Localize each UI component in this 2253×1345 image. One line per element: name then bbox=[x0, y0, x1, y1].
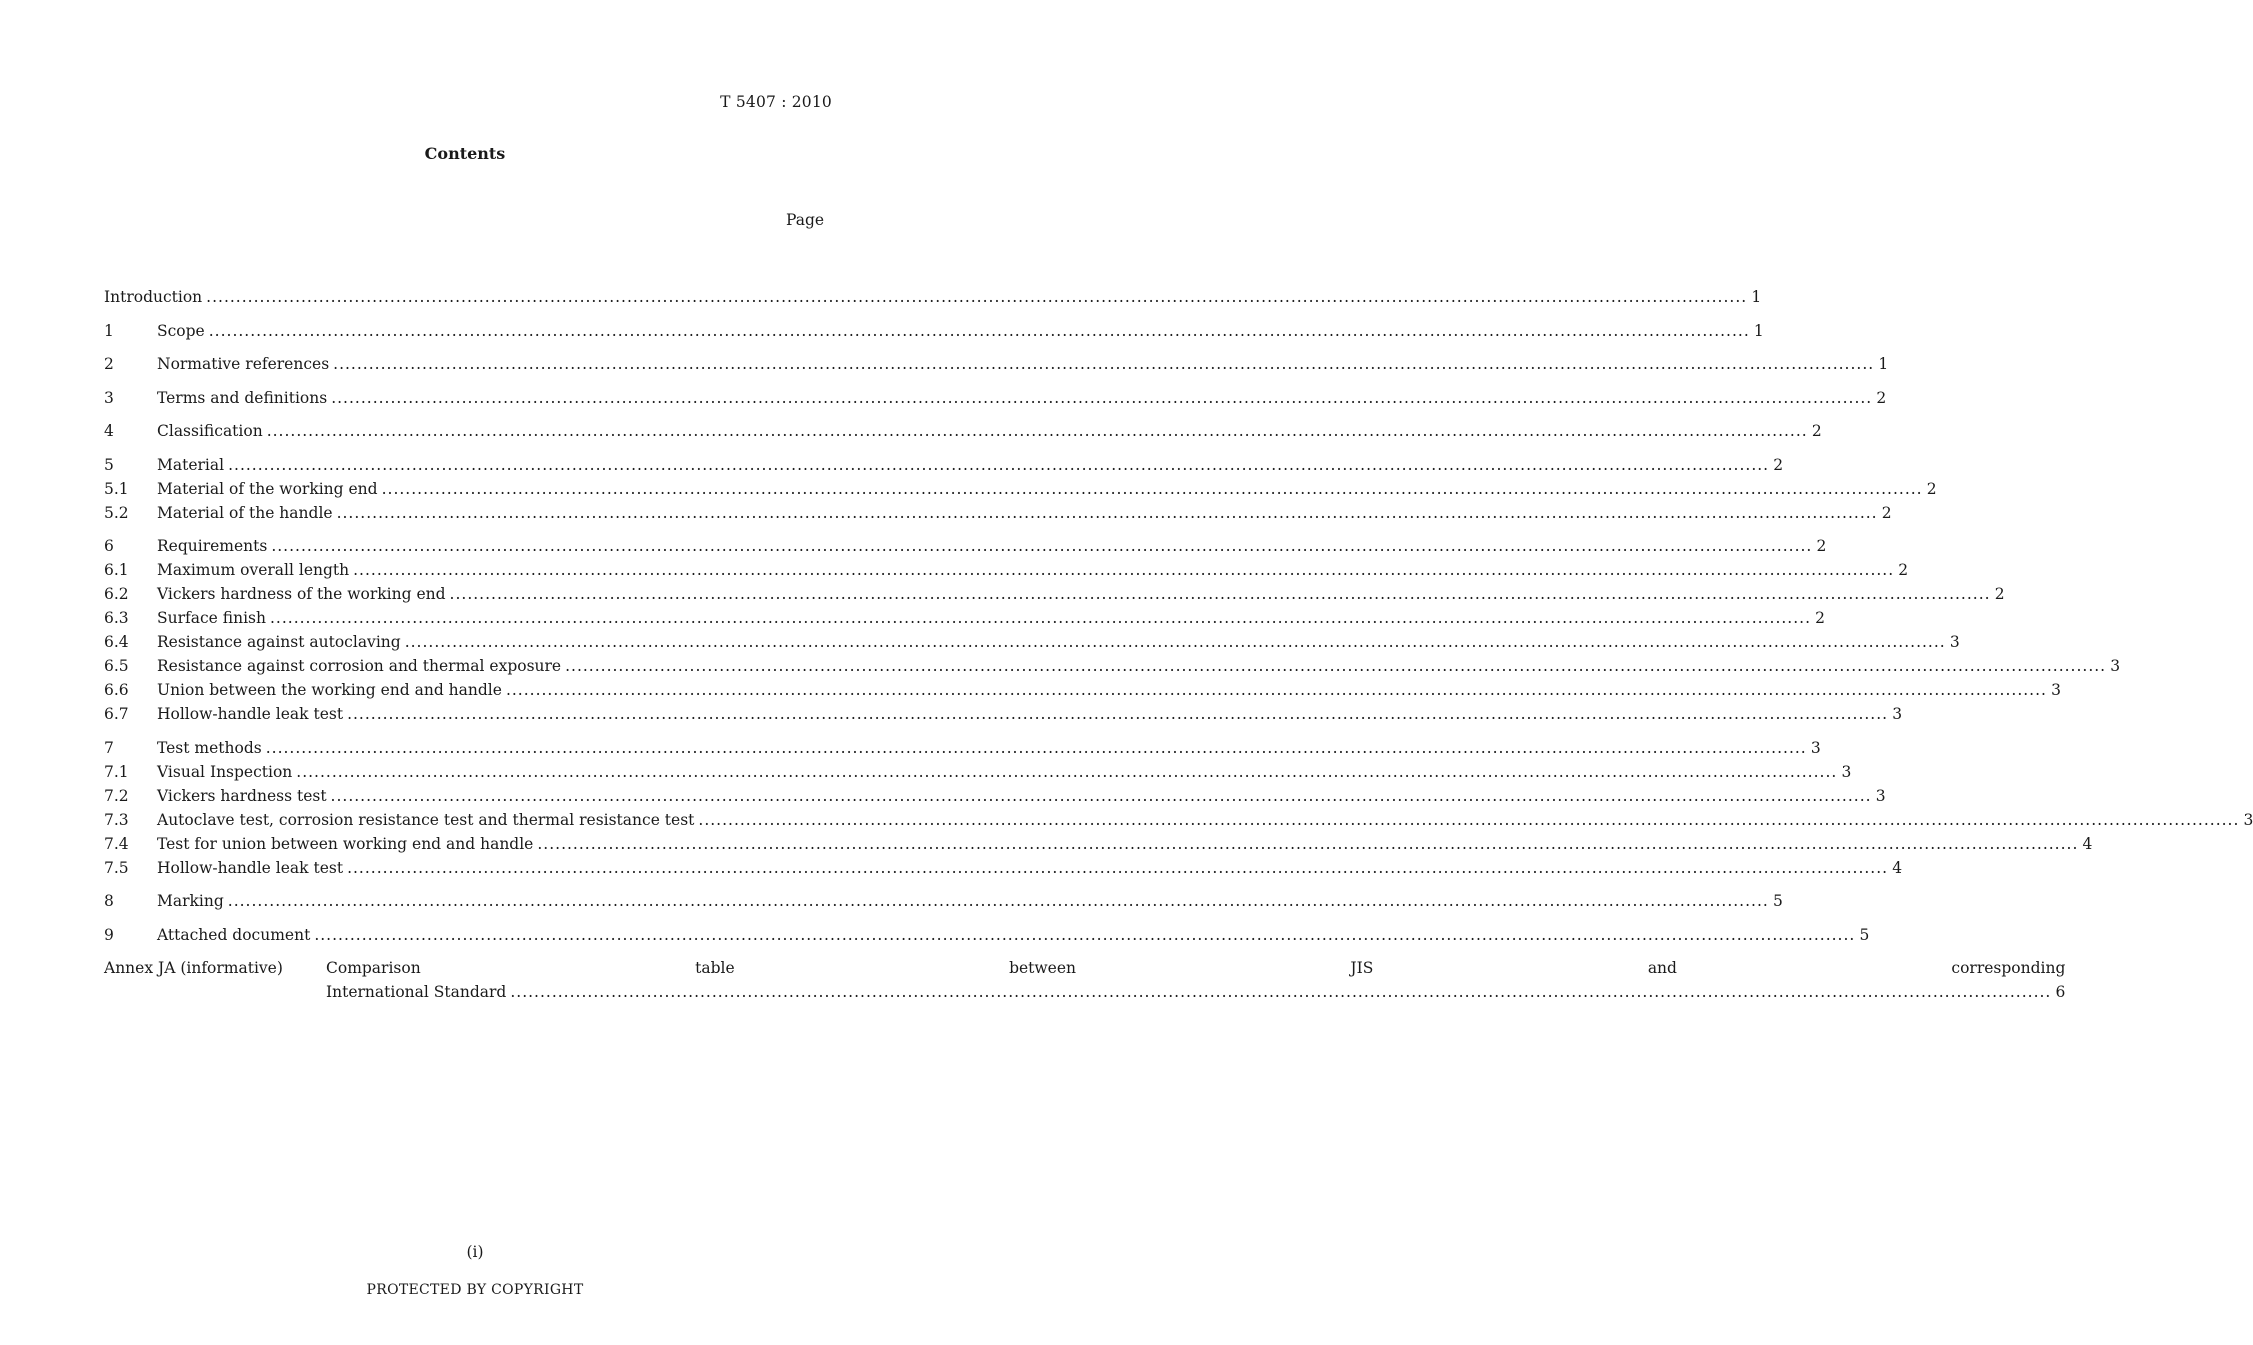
toc-entry-title: Autoclave test, corrosion resistance test and thermal resistance test bbox=[157, 810, 695, 829]
toc-entry[interactable] bbox=[104, 923, 1870, 947]
annex-title-word: between bbox=[1009, 959, 1076, 977]
dot-leader bbox=[353, 558, 1894, 582]
dot-leader bbox=[314, 923, 1855, 947]
toc-entry-page: 3 bbox=[1810, 738, 1821, 757]
annex-title-word: JIS bbox=[1350, 959, 1374, 977]
toc-entry-number: 7.4 bbox=[104, 834, 129, 853]
toc-entry-number: 1 bbox=[104, 321, 114, 340]
toc-entry-title: Requirements bbox=[157, 537, 268, 555]
toc-entry-number: 2 bbox=[104, 355, 114, 373]
toc-entry-title: Maximum overall length bbox=[157, 561, 350, 579]
page-column-heading: Page bbox=[786, 211, 825, 229]
toc-entry-page: 2 bbox=[1898, 561, 1909, 579]
dot-leader bbox=[698, 808, 2239, 832]
toc-entry-page: 1 bbox=[1753, 321, 1764, 340]
toc-entry-number: 7 bbox=[104, 738, 114, 757]
toc-entry-number: 6.5 bbox=[104, 657, 129, 675]
toc-entry-number: 6.1 bbox=[104, 561, 129, 579]
dot-leader bbox=[382, 477, 1923, 501]
toc-group bbox=[104, 889, 1783, 913]
copyright-notice: PROTECTED BY COPYRIGHT bbox=[366, 1282, 584, 1298]
toc-entry-page: 2 bbox=[1773, 455, 1784, 474]
toc-entry-title: Resistance against autoclaving bbox=[157, 633, 401, 651]
dot-leader bbox=[331, 386, 1872, 410]
annex-title-line2-text: International Standard bbox=[326, 983, 507, 1001]
toc-entry-number: 9 bbox=[104, 925, 114, 944]
toc-entry[interactable] bbox=[104, 558, 1909, 582]
toc-entry[interactable] bbox=[104, 582, 2005, 606]
toc-entry-title: Hollow-handle leak test bbox=[157, 858, 344, 877]
annex-title-line2 bbox=[326, 980, 2065, 1004]
toc-entry-number: 7.5 bbox=[104, 858, 129, 877]
toc-group bbox=[104, 285, 1762, 309]
annex-title-word: corresponding bbox=[1951, 959, 2066, 977]
toc-entry-number: 4 bbox=[104, 422, 114, 440]
toc-entry-number: 6.3 bbox=[104, 609, 129, 627]
toc-entry-page: 2 bbox=[1816, 537, 1827, 555]
toc-group bbox=[104, 386, 1887, 410]
dot-leader bbox=[510, 980, 2051, 1004]
dot-leader bbox=[537, 832, 2078, 856]
toc-entry-title: Surface finish bbox=[157, 609, 266, 627]
dot-leader bbox=[228, 889, 1769, 913]
toc-entry-page: 4 bbox=[2082, 834, 2093, 853]
table-of-contents bbox=[104, 285, 2253, 1004]
toc-group bbox=[104, 352, 1889, 376]
toc-entry-number: 6.6 bbox=[104, 681, 129, 699]
toc-entry-title: Union between the working end and handle bbox=[157, 681, 502, 699]
toc-entry-page: 3 bbox=[1841, 762, 1852, 781]
toc-group bbox=[104, 923, 1870, 947]
dot-leader bbox=[267, 419, 1808, 443]
toc-entry[interactable] bbox=[104, 889, 1783, 913]
toc-entry-title: Test methods bbox=[157, 738, 262, 757]
toc-entry-title: Attached document bbox=[157, 925, 311, 944]
toc-entry-title: Hollow-handle leak test bbox=[157, 705, 344, 723]
annex-title bbox=[326, 956, 2065, 1004]
toc-entry-number: 6 bbox=[104, 537, 114, 555]
dot-leader bbox=[331, 784, 1872, 808]
toc-entry[interactable] bbox=[104, 654, 2121, 678]
toc-entry-number: 7.3 bbox=[104, 810, 129, 829]
toc-entry-number: 3 bbox=[104, 388, 114, 407]
toc-entry[interactable] bbox=[104, 352, 1889, 376]
toc-entry-title: Material of the working end bbox=[157, 479, 378, 498]
dot-leader bbox=[506, 678, 2047, 702]
page-number: (i) bbox=[466, 1243, 484, 1261]
toc-group bbox=[104, 736, 2253, 880]
toc-entry-title: Scope bbox=[157, 321, 205, 340]
dot-leader bbox=[565, 654, 2106, 678]
toc-entry[interactable] bbox=[104, 606, 1826, 630]
toc-entry-page: 2 bbox=[1815, 609, 1826, 627]
toc-entry-number: 5.1 bbox=[104, 479, 129, 498]
toc-entry[interactable] bbox=[104, 386, 1887, 410]
toc-group bbox=[104, 319, 1764, 343]
dot-leader bbox=[333, 352, 1874, 376]
toc-entry[interactable] bbox=[104, 319, 1764, 343]
toc-entry-page: 3 bbox=[1892, 705, 1903, 723]
toc-entry-title: Material bbox=[157, 455, 225, 474]
toc-entry[interactable] bbox=[104, 477, 1937, 501]
toc-entry[interactable] bbox=[104, 702, 1903, 726]
toc-entry[interactable] bbox=[104, 784, 1886, 808]
annex-title-word: and bbox=[1647, 959, 1677, 977]
dot-leader bbox=[450, 582, 1991, 606]
dot-leader bbox=[270, 606, 1811, 630]
toc-entry-title: Terms and definitions bbox=[157, 388, 328, 407]
annex-title-line1 bbox=[326, 956, 2065, 980]
dot-leader bbox=[209, 319, 1750, 343]
toc-entry-number: 5.2 bbox=[104, 503, 129, 522]
toc-entry-title: Introduction bbox=[104, 288, 203, 306]
toc-entry-number: 6.7 bbox=[104, 705, 129, 723]
toc-entry-number: 6.2 bbox=[104, 585, 129, 603]
annex-title-word: table bbox=[695, 959, 735, 977]
toc-groups bbox=[104, 285, 2253, 947]
toc-group bbox=[104, 453, 1937, 525]
toc-entry-page: 3 bbox=[1949, 633, 1960, 651]
dot-leader bbox=[405, 630, 1946, 654]
toc-entry-page: 3 bbox=[1875, 786, 1886, 805]
toc-entry-number: 6.4 bbox=[104, 633, 129, 651]
toc-entry[interactable] bbox=[104, 856, 1903, 880]
toc-entry-page: 1 bbox=[1878, 355, 1889, 373]
toc-entry-number: 8 bbox=[104, 892, 114, 910]
dot-leader bbox=[347, 702, 1888, 726]
annex-title-word: Comparison bbox=[326, 959, 421, 977]
toc-entry-page: 2 bbox=[1994, 585, 2005, 603]
toc-entry[interactable] bbox=[104, 501, 1892, 525]
dot-leader bbox=[347, 856, 1888, 880]
dot-leader bbox=[266, 736, 1807, 760]
toc-entry[interactable] bbox=[104, 630, 1960, 654]
annex-label: Annex JA (informative) bbox=[104, 959, 283, 977]
toc-entry-page: 2 bbox=[1876, 388, 1887, 407]
dot-leader bbox=[337, 501, 1878, 525]
toc-entry-page: 3 bbox=[2110, 657, 2121, 675]
dot-leader bbox=[228, 453, 1769, 477]
toc-entry-number: 5 bbox=[104, 455, 114, 474]
toc-entry-title: Visual Inspection bbox=[157, 762, 293, 781]
toc-entry[interactable] bbox=[104, 678, 2061, 702]
toc-entry-page: 5 bbox=[1859, 925, 1870, 944]
toc-entry-title: Vickers hardness of the working end bbox=[157, 585, 446, 603]
toc-entry-title: Vickers hardness test bbox=[157, 786, 327, 805]
toc-entry[interactable] bbox=[104, 832, 2093, 856]
dot-leader bbox=[206, 285, 1747, 309]
toc-group bbox=[104, 419, 1822, 443]
toc-entry-page: 1 bbox=[1751, 288, 1762, 306]
toc-entry[interactable] bbox=[104, 760, 1852, 784]
standard-code: T 5407 : 2010 bbox=[720, 93, 832, 111]
toc-entry[interactable] bbox=[104, 453, 1784, 477]
toc-entry-title: Resistance against corrosion and thermal exposure bbox=[157, 657, 562, 675]
toc-entry-page: 3 bbox=[2243, 810, 2253, 829]
toc-entry[interactable] bbox=[104, 285, 1762, 309]
toc-entry-page: 5 bbox=[1772, 892, 1783, 910]
toc-entry-title: Test for union between working end and handle bbox=[157, 834, 534, 853]
toc-entry-title: Normative references bbox=[157, 355, 330, 373]
page-title: Contents bbox=[424, 144, 506, 163]
toc-group bbox=[104, 534, 2121, 726]
toc-entry[interactable] bbox=[104, 534, 1827, 558]
toc-entry-page: 2 bbox=[1881, 503, 1892, 522]
toc-entry[interactable] bbox=[104, 808, 2253, 832]
toc-entry-page: 3 bbox=[2051, 681, 2061, 699]
toc-entry-page: 2 bbox=[1811, 422, 1822, 440]
toc-entry[interactable] bbox=[104, 419, 1822, 443]
toc-entry-title: Classification bbox=[157, 422, 263, 440]
toc-entry[interactable] bbox=[104, 736, 1821, 760]
annex-page-number: 6 bbox=[2055, 983, 2066, 1001]
dot-leader bbox=[296, 760, 1837, 784]
dot-leader bbox=[271, 534, 1812, 558]
toc-entry-page: 2 bbox=[1926, 479, 1937, 498]
toc-entry-page: 4 bbox=[1892, 858, 1903, 877]
toc-annex-entry[interactable] bbox=[104, 956, 2066, 1004]
toc-entry-title: Marking bbox=[157, 892, 224, 910]
toc-entry-number: 7.1 bbox=[104, 762, 129, 781]
toc-entry-title: Material of the handle bbox=[157, 503, 333, 522]
toc-entry-number: 7.2 bbox=[104, 786, 129, 805]
